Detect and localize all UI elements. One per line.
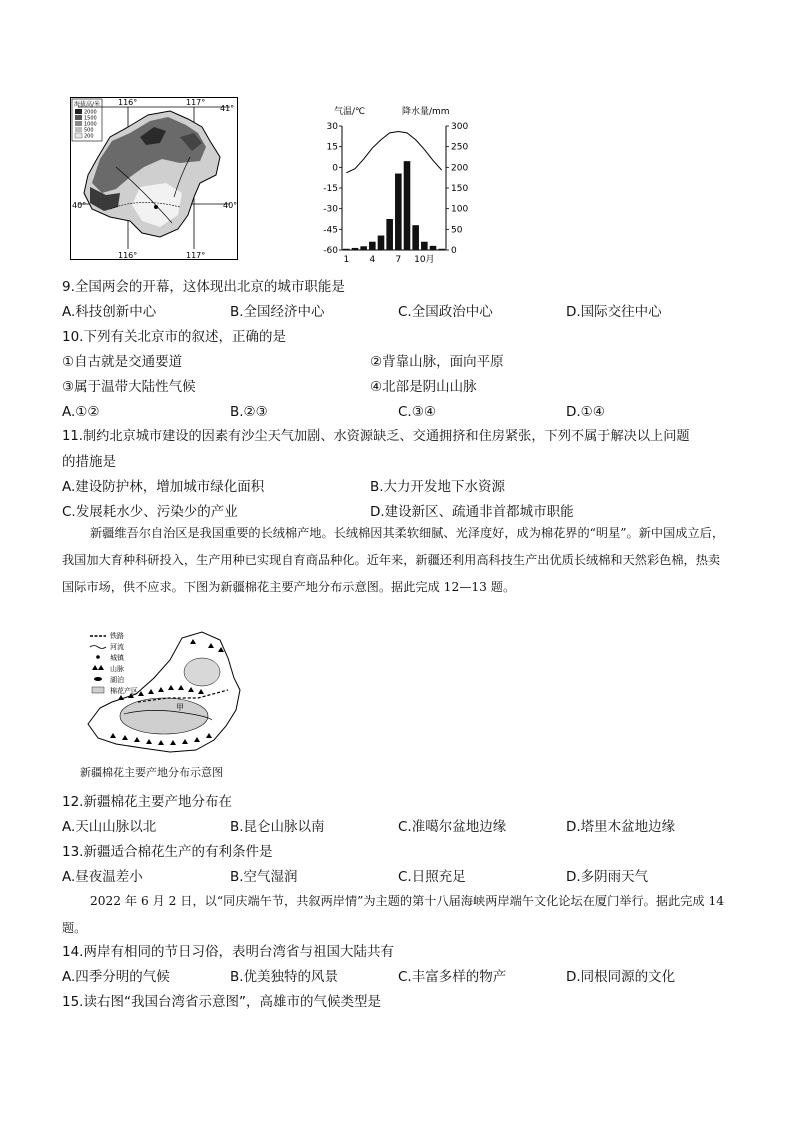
x-tick-label: 10月 xyxy=(414,255,435,265)
q11-stem-line2: 的措施是 xyxy=(62,454,116,470)
precipitation-bar xyxy=(386,219,393,250)
q11-option-a[interactable]: A.建设防护林，增加城市绿化面积 xyxy=(62,479,265,495)
precipitation-bar xyxy=(438,249,445,250)
q10-option-a[interactable]: A.①② xyxy=(62,404,100,420)
legend-value: 1500 xyxy=(84,115,97,122)
beijing-map xyxy=(70,97,238,260)
legend-mountain: 山脉 xyxy=(110,665,124,673)
precipitation-bar xyxy=(378,236,385,250)
right-tick-label: 300 xyxy=(451,122,469,132)
precipitation-bar xyxy=(395,174,402,250)
q13-option-d[interactable]: D.多阴雨天气 xyxy=(566,869,649,885)
passage-xinjiang-cotton: 新疆维吾尔自治区是我国重要的长绒棉产地。长绒棉因其柔软细腻、光泽度好，成为棉花界的“明星”。新中国成立后，我国加大育种科研投入，生产用种已实现自育商品种化。近年来，新疆还利用高科技生产出优质长绒棉和天然彩色棉，热卖国际市场，供不应求。下图为新疆棉花主要产地分布示意图。据此完成 12—13 题。 xyxy=(62,526,725,594)
lat-label: 40° xyxy=(72,201,87,210)
left-axis-label: 气温/℃ xyxy=(334,107,366,117)
right-tick-label: 50 xyxy=(451,225,463,236)
legend-title: 海拔高/米 xyxy=(74,101,101,108)
q10-option-b[interactable]: B.②③ xyxy=(230,404,268,420)
right-tick-label: 100 xyxy=(451,204,469,215)
q12-stem: 12.新疆棉花主要产地分布在 xyxy=(62,794,232,810)
legend-river: 河流 xyxy=(110,643,124,651)
q14-option-a[interactable]: A.四季分明的气候 xyxy=(62,969,170,985)
precipitation-bar xyxy=(430,246,437,250)
left-tick-label: 0 xyxy=(332,163,338,174)
legend-railway: 铁路 xyxy=(110,632,124,640)
passage-dragon-boat-forum: 2022 年 6 月 2 日，以“同庆端午节，共叙两岸情”为主题的第十八届海峡两岸端午文化论坛在厦门举行。据此完成 14 题。 xyxy=(62,894,724,935)
left-tick-label: -45 xyxy=(323,225,338,236)
q9-option-d[interactable]: D.国际交往中心 xyxy=(566,304,662,320)
precipitation-bar xyxy=(352,248,359,250)
q13-option-b[interactable]: B.空气湿润 xyxy=(230,869,298,885)
legend-cotton: 棉花产区 xyxy=(110,687,138,695)
q13-option-a[interactable]: A.昼夜温差小 xyxy=(62,869,143,885)
precipitation-bar xyxy=(343,249,350,250)
legend-town: 城镇 xyxy=(110,654,124,662)
lat-label: 40° xyxy=(223,201,238,210)
precipitation-bar xyxy=(412,225,419,250)
right-tick-label: 150 xyxy=(451,184,469,194)
q10-option-d[interactable]: D.①④ xyxy=(566,404,605,420)
x-tick-label: 4 xyxy=(369,255,376,265)
left-tick-label: 30 xyxy=(326,122,338,132)
q12-option-a[interactable]: A.天山山脉以北 xyxy=(62,819,157,835)
lon-label: 116° xyxy=(118,98,138,107)
q14-option-b[interactable]: B.优美独特的风景 xyxy=(230,969,339,985)
q9-option-c[interactable]: C.全国政治中心 xyxy=(398,304,493,320)
x-tick-label: 7 xyxy=(395,255,402,265)
legend-value: 500 xyxy=(84,127,94,134)
q9-option-b[interactable]: B.全国经济中心 xyxy=(230,304,325,320)
q12-option-d[interactable]: D.塔里木盆地边缘 xyxy=(566,819,676,835)
lon-label: 116° xyxy=(118,251,138,260)
q10-stem: 10.下列有关北京市的叙述，正确的是 xyxy=(62,329,286,345)
right-axis-label: 降水量/mm xyxy=(402,107,450,117)
legend-value: 2000 xyxy=(84,109,97,116)
x-tick-label: 1 xyxy=(343,255,350,265)
left-tick-label: 15 xyxy=(326,142,338,153)
q9-option-a[interactable]: A.科技创新中心 xyxy=(62,304,157,320)
q13-stem: 13.新疆适合棉花生产的有利条件是 xyxy=(62,844,273,860)
right-tick-label: 0 xyxy=(451,246,457,256)
precipitation-bars xyxy=(343,161,445,250)
q10-statement-2: ②背靠山脉，面向平原 xyxy=(370,354,504,370)
precipitation-bar xyxy=(404,161,411,250)
q12-option-b[interactable]: B.昆仑山脉以南 xyxy=(230,819,325,835)
q15-stem: 15.读右图“我国台湾省示意图”，高雄市的气候类型是 xyxy=(62,994,381,1010)
xinjiang-map-caption: 新疆棉花主要产地分布示意图 xyxy=(80,766,223,779)
q11-option-c[interactable]: C.发展耗水少、污染少的产业 xyxy=(62,504,238,520)
precipitation-bar xyxy=(360,246,367,250)
map-label-jia: 甲 xyxy=(176,703,184,712)
q11-option-b[interactable]: B.大力开发地下水资源 xyxy=(370,479,506,495)
q14-option-d[interactable]: D.同根同源的文化 xyxy=(566,969,676,985)
precipitation-bar xyxy=(369,242,376,250)
q11-stem-line1: 11.制约北京城市建设的因素有沙尘天气加剧、水资源缺乏、交通拥挤和住房紧张，下列不属于解决以上问题 xyxy=(62,429,690,444)
lon-label: 117° xyxy=(186,98,206,107)
precipitation-bar xyxy=(421,242,428,250)
q14-option-c[interactable]: C.丰富多样的物产 xyxy=(398,969,507,985)
xinjiang-map xyxy=(78,628,248,760)
q9-stem: 9.全国两会的开幕，这体现出北京的城市职能是 xyxy=(62,279,345,295)
q10-statement-4: ④北部是阴山山脉 xyxy=(370,379,477,395)
temperature-line xyxy=(346,132,441,173)
q14-stem: 14.两岸有相同的节日习俗，表明台湾省与祖国大陆共有 xyxy=(62,944,394,960)
q10-statement-1: ①自古就是交通要道 xyxy=(62,354,183,370)
lat-label: 41° xyxy=(220,104,235,113)
legend-lake: 湖泊 xyxy=(110,676,124,684)
temperature-curve xyxy=(346,132,441,173)
q10-option-c[interactable]: C.③④ xyxy=(398,404,436,420)
lon-label: 117° xyxy=(186,251,206,260)
right-tick-label: 250 xyxy=(451,142,469,153)
q13-option-c[interactable]: C.日照充足 xyxy=(398,869,466,885)
q10-statement-3: ③属于温带大陆性气候 xyxy=(62,379,196,395)
legend-value: 1000 xyxy=(84,121,97,128)
climate-chart xyxy=(320,100,480,270)
left-tick-label: -15 xyxy=(323,184,338,194)
left-tick-label: -60 xyxy=(323,246,338,256)
legend-value: 200 xyxy=(84,133,94,140)
q12-option-c[interactable]: C.准噶尔盆地边缘 xyxy=(398,819,507,835)
right-tick-label: 200 xyxy=(451,163,469,174)
left-tick-label: -30 xyxy=(323,204,338,215)
q11-option-d[interactable]: D.建设新区、疏通非首都城市职能 xyxy=(370,504,574,520)
